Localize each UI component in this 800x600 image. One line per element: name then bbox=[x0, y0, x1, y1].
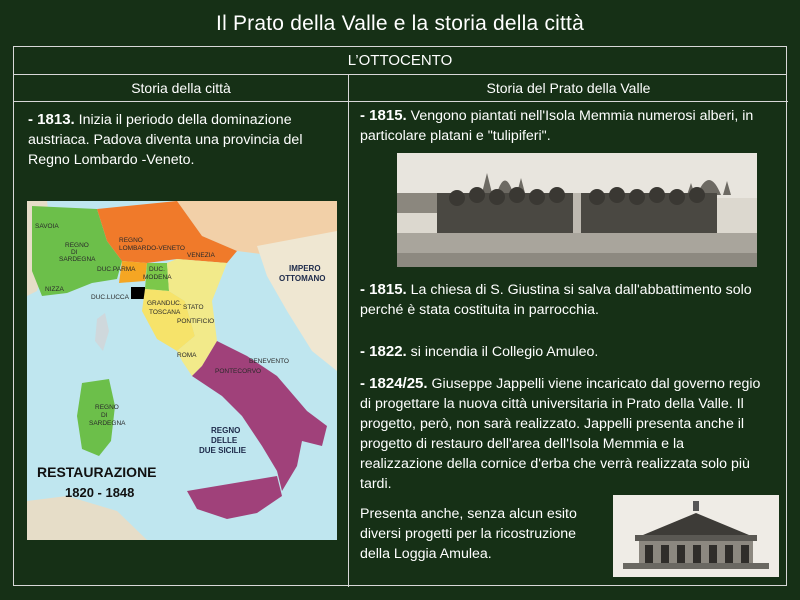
event-year: - 1824/25. bbox=[360, 375, 428, 392]
label-nizza: NIZZA bbox=[45, 286, 64, 293]
label-due-sicilie-2: DELLE bbox=[211, 436, 238, 445]
label-savoia: SAVOIA bbox=[35, 223, 59, 230]
label-benevento: BENEVENTO bbox=[249, 358, 289, 365]
label-toscana-2: TOSCANA bbox=[149, 309, 181, 316]
loggia-amulea-drawing bbox=[613, 495, 779, 577]
label-impero-2: OTTOMANO bbox=[279, 274, 326, 283]
event-text: La chiesa di S. Giustina si salva dall'abbattimento solo perché è stata costituita in parrocchia. bbox=[360, 282, 752, 318]
event-text: Presenta anche, senza alcun esito diversi progetti per la ricostruzione della Loggia Amulea. bbox=[360, 506, 577, 562]
column-header-prato-history: Storia del Prato della Valle bbox=[349, 75, 788, 102]
prato-event-loggia-amulea bbox=[360, 504, 590, 564]
label-parma: DUC.PARMA bbox=[97, 266, 136, 273]
label-pontecorvo: PONTECORVO bbox=[215, 368, 262, 375]
event-year: - 1815. bbox=[360, 107, 407, 124]
label-roma: ROMA bbox=[177, 352, 197, 359]
map-caption-years: 1820 - 1848 bbox=[65, 485, 135, 500]
label-due-sicilie-1: REGNO bbox=[211, 426, 241, 435]
label-venezia: VENEZIA bbox=[187, 252, 215, 259]
label-toscana-1: GRANDUC. bbox=[147, 300, 182, 307]
engraving-svg bbox=[397, 153, 757, 267]
label-stato-1: STATO bbox=[183, 304, 204, 311]
prato-event-1824-25 bbox=[360, 374, 770, 494]
event-year: - 1815. bbox=[360, 281, 407, 298]
label-due-sicilie-3: DUE SICILIE bbox=[199, 446, 247, 455]
city-event-1813 bbox=[28, 110, 328, 170]
label-sardegna-island-1: REGNO bbox=[95, 404, 119, 411]
prato-event-1822 bbox=[360, 342, 770, 362]
label-regno-sardegna-3: SARDEGNA bbox=[59, 256, 96, 263]
map-caption-title: RESTAURAZIONE bbox=[37, 464, 157, 480]
prato-event-1815-trees bbox=[360, 106, 770, 146]
event-text: Inizia il periodo della dominazione austriaca. Padova diventa una provincia del Regno Lombardo -Veneto. bbox=[28, 112, 303, 168]
section-title: L’OTTOCENTO bbox=[14, 47, 786, 75]
italy-restoration-map bbox=[27, 201, 337, 540]
map-svg bbox=[27, 201, 337, 540]
label-modena-2: MODENA bbox=[143, 274, 172, 281]
event-year: - 1813. bbox=[28, 111, 75, 128]
label-modena-1: DUC. bbox=[149, 266, 165, 273]
column-header-city-history: Storia della città bbox=[14, 75, 349, 102]
event-year: - 1822. bbox=[360, 343, 407, 360]
label-regno-sardegna-2: DI bbox=[71, 249, 78, 256]
event-text: Vengono piantati nell'Isola Memmia numerosi alberi, in particolare platani e "tulipiferi". bbox=[360, 108, 754, 144]
prato-della-valle-engraving bbox=[397, 153, 757, 267]
label-sardegna-island-2: DI bbox=[101, 412, 108, 419]
label-stato-2: PONTIFICIO bbox=[177, 318, 215, 325]
label-impero-1: IMPERO bbox=[289, 264, 321, 273]
lucca-region bbox=[131, 287, 145, 299]
page-title: Il Prato della Valle e la storia della città bbox=[216, 12, 584, 35]
label-lombardo-1: REGNO bbox=[119, 237, 143, 244]
prato-event-1815-church bbox=[360, 280, 770, 320]
label-lombardo-2: LOMBARDO-VENETO bbox=[119, 245, 185, 252]
event-text: Giuseppe Jappelli viene incaricato dal governo regio di progettare la nuova città universitaria in Prato della Valle. Il progetto, però, non sarà realizzato. Jappelli presenta anche il progetto di restauro dell'area dell'Isola Memmia e la realizzazione della cornice d'erba che verrà realizzata solo più tardi. bbox=[360, 376, 761, 492]
label-lucca: DUC.LUCCA bbox=[91, 294, 129, 301]
label-regno-sardegna-1: REGNO bbox=[65, 242, 89, 249]
column-divider bbox=[348, 101, 349, 587]
label-sardegna-island-3: SARDEGNA bbox=[89, 420, 126, 427]
event-text: si incendia il Collegio Amuleo. bbox=[406, 344, 599, 360]
loggia-svg bbox=[613, 495, 779, 577]
